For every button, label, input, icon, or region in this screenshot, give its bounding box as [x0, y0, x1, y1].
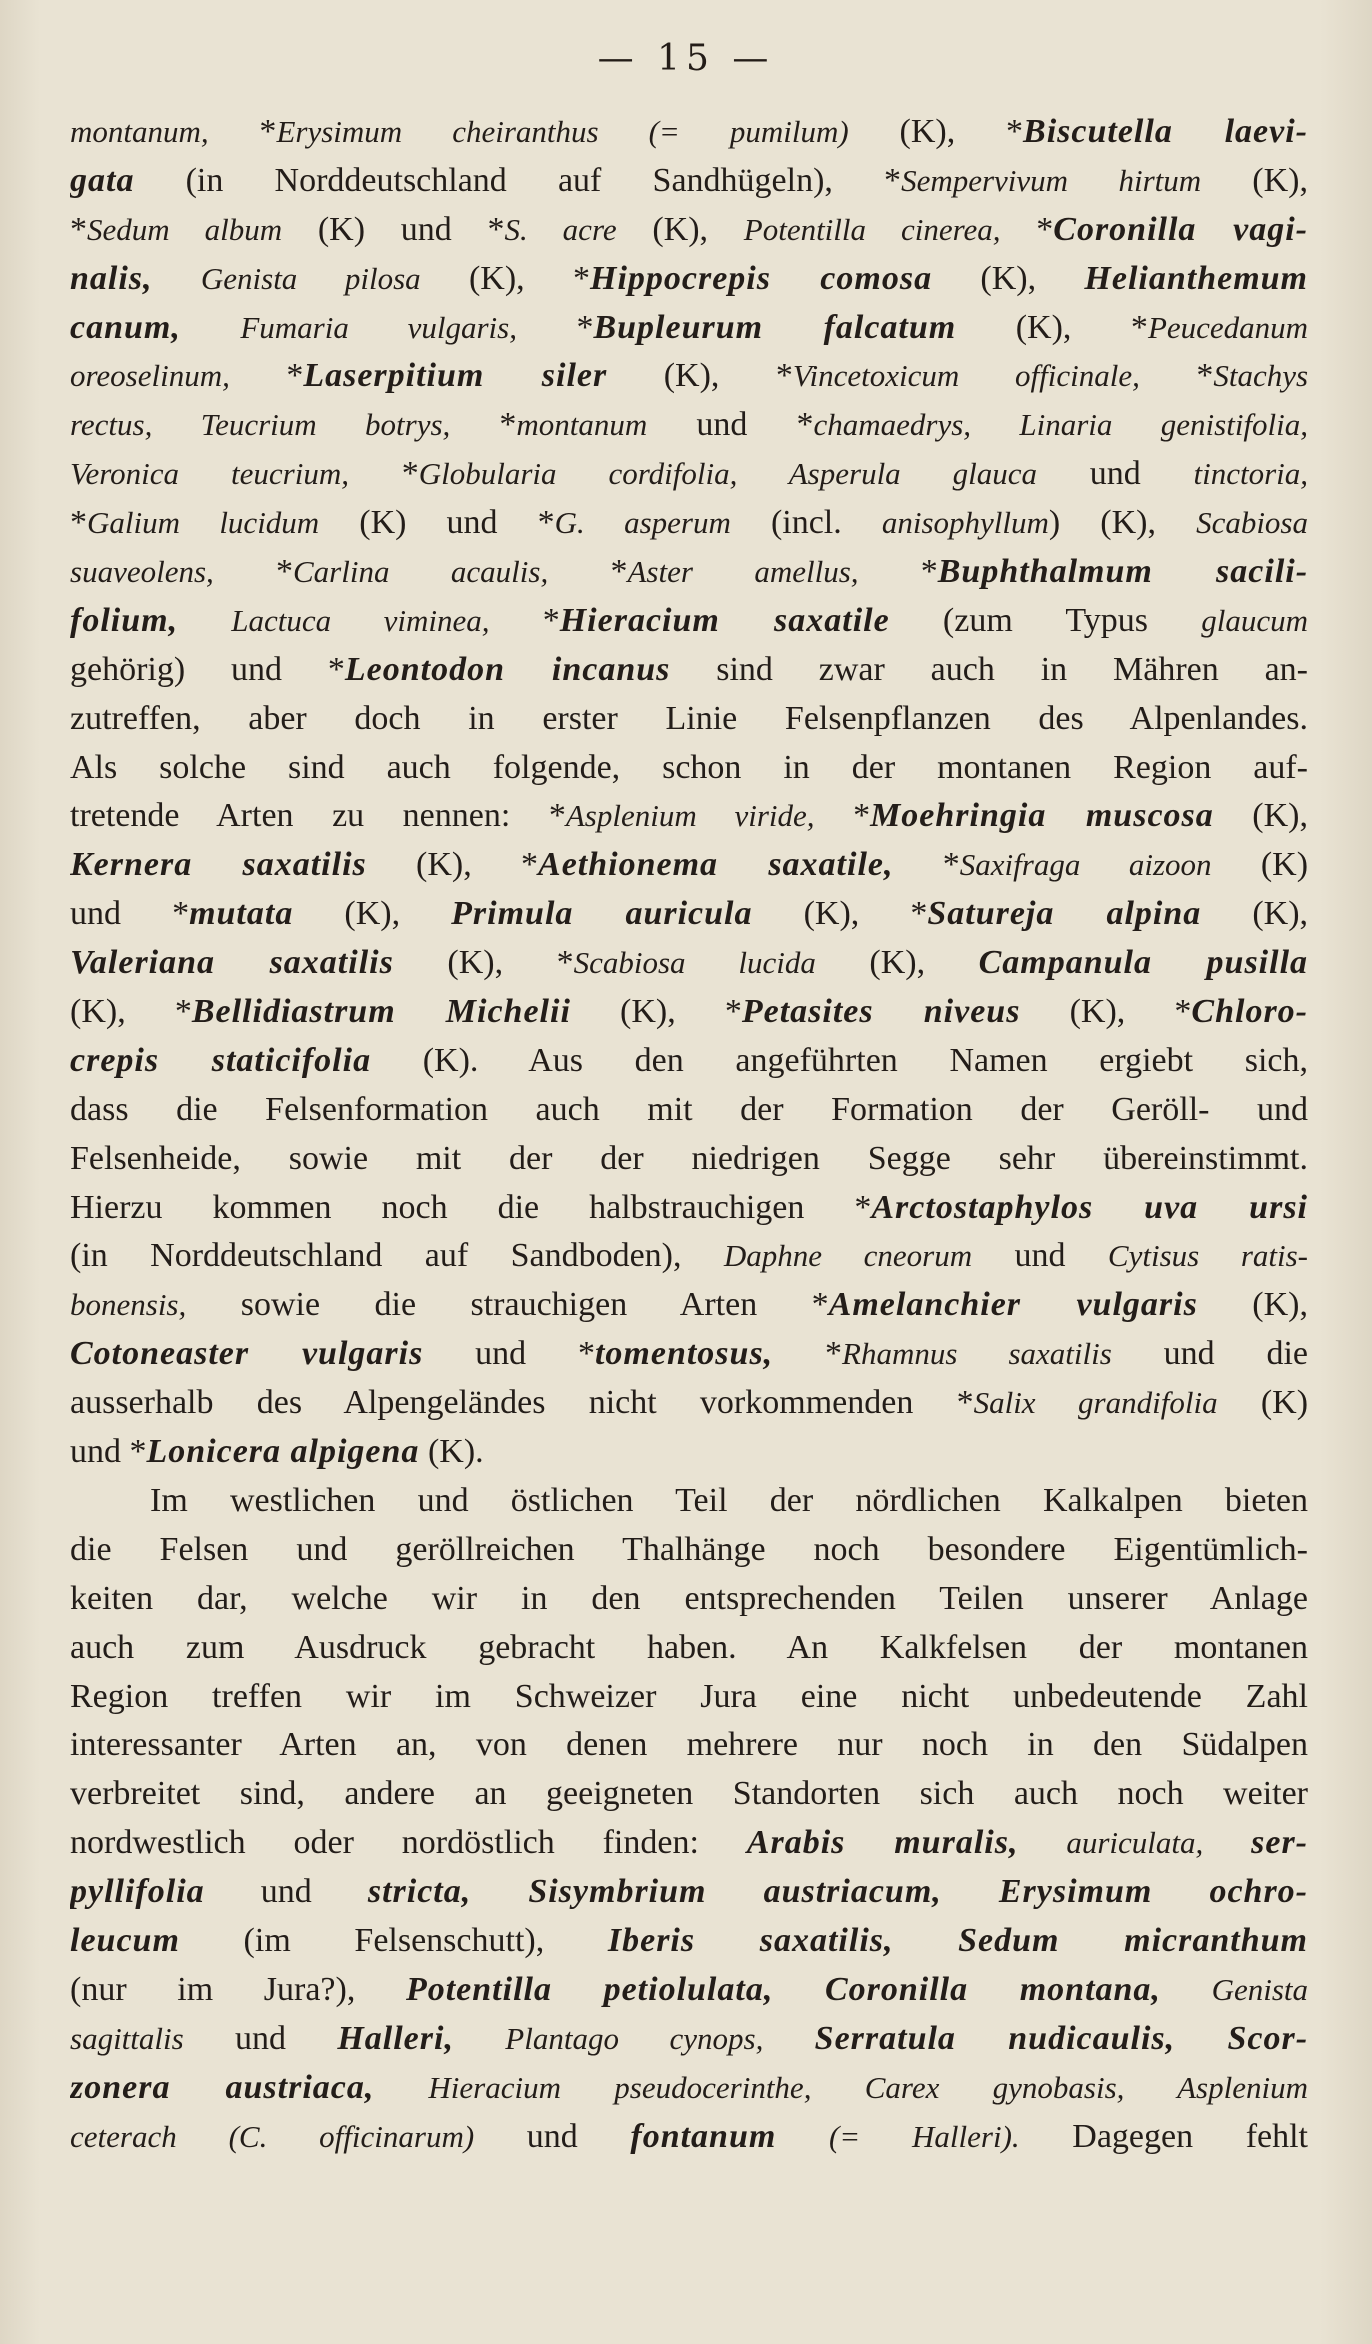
text-run: (nur im Jura?),	[70, 1970, 406, 2008]
bold-species-name: Biscutella laevi-	[1023, 113, 1308, 150]
bold-species-name: nalis,	[70, 259, 153, 297]
bold-species-name: Bupleurum falcatum	[593, 308, 957, 346]
text-line	[70, 2015, 1308, 2064]
text-run: (K),	[1201, 895, 1308, 933]
text-line	[70, 450, 1308, 499]
italic-species-name: Globularia cordifolia, Asperula glauca	[418, 456, 1038, 492]
text-line	[70, 1966, 1308, 2015]
text-line	[70, 2113, 1308, 2162]
bold-species-name: ser-	[1251, 1824, 1308, 1862]
text-line	[70, 1037, 1308, 1086]
text-run: (K), *	[848, 113, 1024, 150]
bold-species-name: Laserpitium siler	[303, 357, 608, 395]
text-run: und	[204, 1873, 368, 1911]
text-line	[70, 1330, 1308, 1379]
text-run: *	[213, 553, 293, 591]
text-run: (K).	[419, 1433, 484, 1471]
text-run: die Felsen und geröllreichen Thalhänge noch besondere Eigentümlich-	[70, 1530, 1308, 1568]
text-run: keiten dar, welche wir in den entsprechenden Teilen unserer Anlage	[70, 1579, 1308, 1617]
text-run: (K), *	[956, 308, 1148, 346]
text-run: Als solche sind auch folgende, schon in der montanen Region auf-	[70, 748, 1308, 786]
italic-species-name: Rhamnus saxatilis	[842, 1336, 1112, 1372]
text-line	[70, 255, 1308, 304]
italic-species-name: sagittalis	[70, 2020, 184, 2056]
italic-species-name: anisophyllum	[881, 505, 1049, 541]
text-run: und	[183, 2019, 338, 2057]
text-line	[70, 108, 1308, 157]
italic-species-name: glaucum	[1201, 602, 1308, 638]
bold-species-name: leucum	[70, 1921, 180, 1959]
text-line	[70, 792, 1308, 841]
bold-species-name: Bellidiastrum Michelii	[191, 993, 571, 1031]
italic-species-name: S. acre	[504, 211, 617, 247]
italic-species-name: montanum,	[70, 114, 209, 149]
text-line	[70, 744, 1308, 793]
bold-species-name: Moehringia muscosa	[870, 797, 1214, 835]
text-run: (in Norddeutschland auf Sandboden),	[70, 1237, 724, 1275]
italic-species-name: tinctoria,	[1193, 456, 1308, 492]
text-line	[70, 1575, 1308, 1624]
text-line	[70, 1868, 1308, 1917]
italic-species-name: G. asperum	[554, 505, 731, 541]
text-line	[70, 1086, 1308, 1135]
text-run: Hierzu kommen noch die halbstrauchigen *	[70, 1188, 872, 1226]
text-run: (K). Aus den angeführten Namen ergiebt sich,	[371, 1041, 1308, 1079]
italic-species-name: bonensis,	[70, 1287, 187, 1323]
bold-species-name: pyllifolia	[70, 1873, 205, 1911]
italic-species-name: Fumaria vulgaris,	[240, 309, 517, 345]
text-line	[70, 646, 1308, 695]
bold-species-name: Satureja alpina	[927, 895, 1202, 933]
italic-species-name: Hieracium pseudocerinthe, Carex gynobasis, Asplenium	[428, 2069, 1308, 2105]
bold-species-name: Petasites niveus	[741, 993, 1021, 1031]
page-number: — 15 —	[597, 38, 775, 79]
text-run: *	[893, 846, 960, 884]
text-run	[763, 2020, 814, 2057]
text-run: (K),	[815, 944, 979, 982]
text-run: *	[516, 308, 594, 346]
text-run: und *	[647, 406, 814, 444]
text-run: (K),	[616, 210, 744, 248]
italic-species-name: Asplenium viride,	[565, 798, 815, 834]
bold-species-name: Iberis saxatilis, Sedum micranthum	[607, 1921, 1308, 1959]
italic-species-name: Lactuca viminea,	[231, 602, 490, 638]
bold-species-name: Coronilla vagi-	[1053, 210, 1308, 248]
text-run: ) (K),	[1048, 504, 1197, 542]
text-run: *	[208, 113, 277, 150]
bold-species-name: Primula auricula	[451, 895, 753, 933]
bold-species-name: Serratula nudicaulis, Scor-	[814, 2019, 1308, 2057]
text-line	[70, 1184, 1308, 1233]
text-line	[70, 1526, 1308, 1575]
text-run: *	[70, 210, 87, 248]
text-line	[70, 1673, 1308, 1722]
bold-species-name: Arabis muralis,	[746, 1824, 1019, 1862]
bold-species-name: Valeriana saxatilis	[70, 944, 394, 982]
bold-species-name: fontanum	[630, 2117, 777, 2155]
text-run: zutreffen, aber doch in erster Linie Felsenpflanzen des Alpenlandes.	[70, 699, 1308, 737]
text-line	[70, 1624, 1308, 1673]
text-run: (K),	[1201, 161, 1308, 199]
italic-species-name: Galium lucidum	[87, 505, 320, 541]
italic-species-name: Veronica teucrium,	[70, 456, 349, 492]
text-run: und *	[70, 895, 190, 933]
bold-species-name: folium,	[70, 601, 179, 639]
text-run: *	[858, 553, 938, 591]
text-run: (K), *	[570, 993, 742, 1031]
text-run: *	[814, 797, 871, 835]
text-run: gehörig) und *	[70, 650, 345, 688]
text-run: auch zum Ausdruck gebracht haben. An Kalkfelsen der montanen	[70, 1628, 1308, 1666]
text-line	[70, 1917, 1308, 1966]
bold-species-name: Buphthalmum sacili-	[937, 553, 1308, 591]
text-run: (K), *	[70, 993, 192, 1031]
text-line	[70, 548, 1308, 597]
text-line	[70, 1721, 1308, 1770]
text-line	[70, 988, 1308, 1037]
bold-species-name: Chloro-	[1191, 993, 1308, 1031]
bold-species-name: Potentilla petiolulata, Coronilla montana,	[405, 1970, 1161, 2008]
text-run: (K), *	[420, 259, 590, 297]
text-run: *	[348, 455, 419, 493]
bold-species-name: Aethionema saxatile,	[538, 846, 894, 884]
italic-species-name: Potentilla cinerea,	[743, 211, 1001, 247]
bold-species-name: mutata	[189, 895, 294, 933]
italic-species-name: Plantago cynops,	[505, 2020, 764, 2056]
text-run: (K),	[932, 259, 1085, 297]
text-line	[70, 1135, 1308, 1184]
text-line	[70, 939, 1308, 988]
text-run: (K), *	[607, 357, 793, 395]
text-run: (K) und *	[282, 210, 505, 248]
text-run: verbreitet sind, andere an geeigneten Standorten sich auch noch weiter	[70, 1775, 1308, 1813]
italic-species-name: montanum	[516, 407, 648, 443]
text-run: und *	[70, 1433, 147, 1471]
text-run: Im westlichen und östlichen Teil der nördlichen Kalkalpen bieten	[150, 1481, 1308, 1519]
bold-species-name: canum,	[70, 308, 181, 346]
bold-species-name: Halleri,	[337, 2019, 454, 2057]
bold-species-name: Hippocrepis comosa	[590, 259, 933, 297]
text-run: (zum Typus	[889, 601, 1202, 639]
text-run	[178, 602, 231, 639]
text-run: *	[1139, 357, 1214, 395]
text-run: Felsenheide, sowie mit der der niedrigen Segge sehr übereinstimmt.	[70, 1139, 1308, 1177]
italic-species-name: Scabiosa lucida	[573, 945, 816, 981]
text-run: und	[1037, 455, 1194, 493]
text-run	[374, 2069, 428, 2106]
italic-species-name: Salix grandifolia	[973, 1385, 1218, 1421]
text-run: (in Norddeutschland auf Sandhügeln), *	[134, 161, 902, 199]
text-run: sowie die strauchigen Arten *	[186, 1286, 829, 1324]
bold-species-name: Arctostaphylos uva ursi	[871, 1188, 1308, 1226]
text-line	[70, 841, 1308, 890]
text-run: *	[773, 1335, 843, 1373]
italic-species-name: Genista pilosa	[200, 260, 421, 296]
italic-species-name: Sempervivum hirtum	[901, 162, 1202, 198]
bold-species-name: Cotoneaster vulgaris	[70, 1335, 424, 1373]
text-run: *	[1000, 210, 1054, 248]
text-run: dass die Felsenformation auch mit der Formation der Geröll- und	[70, 1090, 1308, 1128]
bold-species-name: Amelanchier vulgaris	[828, 1286, 1198, 1324]
text-run: (im Felsenschutt),	[179, 1921, 608, 1959]
text-line	[70, 1232, 1308, 1281]
italic-species-name: rectus, Teucrium botrys,	[70, 407, 451, 443]
bold-species-name: Kernera saxatilis	[70, 846, 367, 884]
text-run: *	[548, 553, 628, 591]
text-line	[70, 499, 1308, 548]
text-line	[70, 1428, 1308, 1477]
text-line	[70, 1819, 1308, 1868]
text-run: *	[229, 357, 304, 395]
text-run: (K)	[1217, 1384, 1308, 1422]
text-run: ausserhalb des Alpengeländes nicht vorkommenden *	[70, 1384, 974, 1422]
body-text	[70, 108, 1308, 2161]
text-line	[70, 304, 1308, 353]
italic-species-name: Peucedanum	[1147, 309, 1308, 345]
bold-species-name: tomentosus,	[594, 1335, 774, 1373]
text-run	[1161, 1971, 1212, 2008]
text-run: *	[450, 406, 517, 444]
text-run: und die	[1111, 1335, 1308, 1373]
text-line	[70, 1477, 1308, 1526]
text-line	[70, 890, 1308, 939]
italic-species-name: Scabiosa	[1196, 505, 1308, 541]
bold-species-name: zonera austriaca,	[70, 2068, 375, 2106]
text-run	[1018, 1824, 1066, 1861]
text-run: nordwestlich oder nordöstlich finden:	[70, 1824, 747, 1862]
text-line	[70, 695, 1308, 744]
text-run: (incl.	[730, 504, 882, 542]
text-run: und	[972, 1237, 1108, 1275]
text-line	[70, 2064, 1308, 2113]
text-run: Dagegen fehlt	[1019, 2117, 1308, 2155]
italic-species-name: Cytisus ratis-	[1107, 1238, 1308, 1274]
italic-species-name: chamaedrys, Linaria genistifolia,	[813, 407, 1308, 443]
text-run: (K), *	[1020, 993, 1192, 1031]
italic-species-name: Carlina acaulis,	[293, 554, 549, 590]
text-line	[70, 206, 1308, 255]
bold-species-name: Hieracium saxatile	[559, 601, 890, 639]
text-run: (K), *	[752, 895, 928, 933]
text-run: sind zwar auch in Mähren an-	[670, 650, 1308, 688]
text-run: (K), *	[366, 846, 539, 884]
text-run: tretende Arten zu nennen: *	[70, 797, 566, 835]
text-run: Region treffen wir im Schweizer Jura eine nicht unbedeutende Zahl	[70, 1677, 1308, 1715]
italic-species-name: ceterach (C. officinarum)	[70, 2118, 475, 2154]
italic-species-name: Erysimum cheiranthus (= pumilum)	[276, 114, 849, 149]
text-run: interessanter Arten an, von denen mehrere nur noch in den Südalpen	[70, 1726, 1308, 1764]
bold-species-name: Leontodon incanus	[344, 650, 671, 688]
text-run	[776, 2118, 829, 2155]
italic-species-name: Aster amellus,	[627, 554, 859, 590]
text-run: (K),	[293, 895, 452, 933]
text-run	[153, 260, 201, 297]
italic-species-name: Genista	[1211, 1971, 1308, 2007]
italic-species-name: Vincetoxicum officinale,	[792, 358, 1140, 394]
italic-species-name: Saxifraga aizoon	[959, 847, 1212, 883]
text-run: (K),	[1197, 1286, 1308, 1324]
text-run	[1203, 1824, 1251, 1861]
bold-species-name: Campanula pusilla	[978, 944, 1308, 982]
text-line	[70, 1281, 1308, 1330]
bold-species-name: gata	[70, 161, 135, 199]
bold-species-name: Helianthemum	[1084, 259, 1308, 297]
text-run: (K), *	[393, 944, 574, 982]
text-run: *	[70, 504, 87, 542]
text-run	[181, 309, 241, 346]
bold-species-name: crepis staticifolia	[70, 1041, 372, 1079]
text-line	[70, 1379, 1308, 1428]
italic-species-name: Daphne cneorum	[723, 1238, 973, 1274]
text-line	[70, 401, 1308, 450]
italic-species-name: auriculata,	[1066, 1825, 1204, 1861]
text-run: und	[474, 2117, 631, 2155]
text-line	[70, 597, 1308, 646]
text-line	[70, 157, 1308, 206]
text-run: (K),	[1213, 797, 1308, 835]
italic-species-name: Stachys	[1213, 358, 1308, 394]
bold-species-name: stricta, Sisymbrium austriacum, Erysimum ochro-	[367, 1873, 1308, 1911]
text-line	[70, 1770, 1308, 1819]
text-line	[70, 352, 1308, 401]
text-run: (K)	[1211, 846, 1308, 884]
bold-species-name: Lonicera alpigena	[146, 1433, 420, 1471]
italic-species-name: oreoselinum,	[70, 358, 230, 394]
text-run: (K) und *	[319, 504, 555, 542]
text-run	[454, 2020, 505, 2057]
italic-species-name: Sedum album	[87, 211, 283, 247]
text-run: und *	[423, 1335, 595, 1373]
italic-species-name: (= Halleri).	[828, 2118, 1020, 2154]
text-run: *	[489, 601, 560, 639]
italic-species-name: suaveolens,	[70, 554, 214, 590]
